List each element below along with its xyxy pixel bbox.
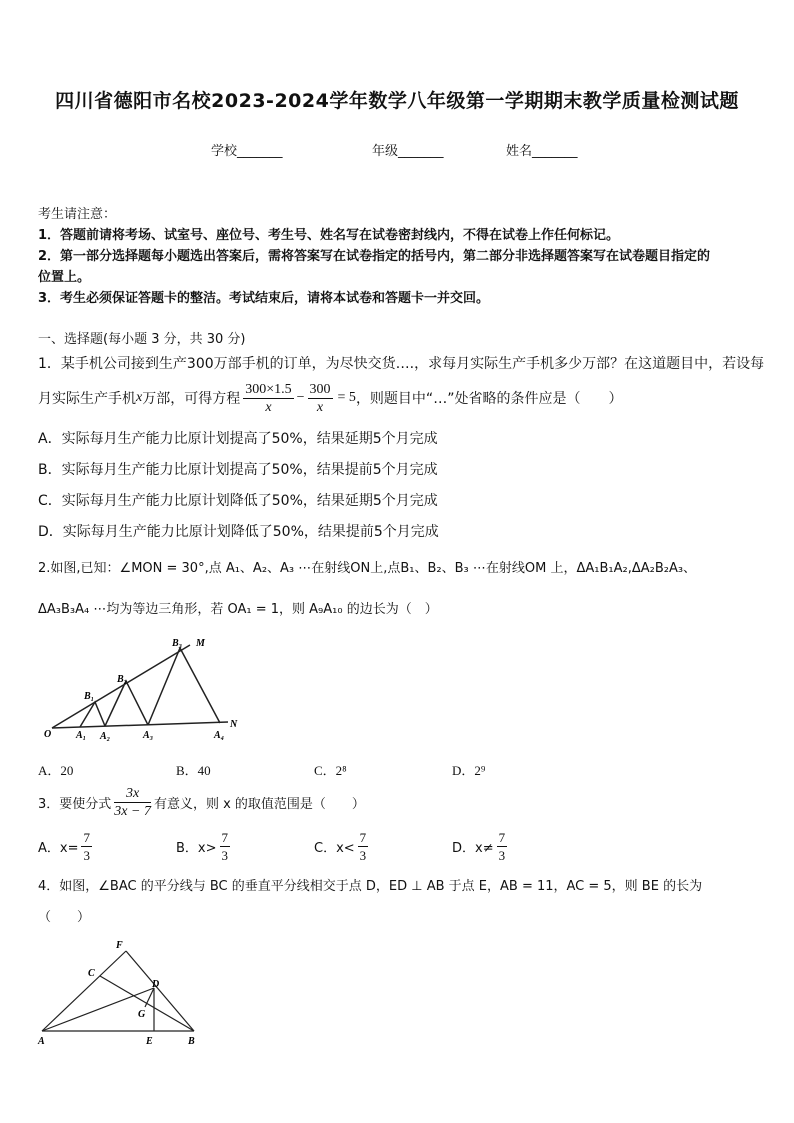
label-a3: A₃	[143, 730, 154, 741]
triangle-a2b2a3	[105, 681, 148, 726]
q3-text-pre: 3．要使分式	[38, 796, 112, 812]
q3-option-b-den: 3	[221, 847, 229, 863]
notice-heading: 考生请注意：	[38, 207, 117, 222]
q3-option-a-label: A．x=	[38, 840, 79, 856]
q3-option-d-den: 3	[498, 847, 506, 863]
q3-fraction	[114, 785, 151, 820]
q3-frac-denominator: 3x − 7	[114, 803, 151, 819]
notice-item-2-cont: 位置上。	[38, 270, 91, 285]
label-b1: B₁	[84, 691, 95, 702]
q3-option-c[interactable]	[314, 826, 371, 866]
q1-text-post: ，则题目中“…”处省略的条件应是（ ）	[355, 391, 623, 407]
q3-option-a-den: 3	[83, 847, 90, 863]
q1-fraction-1	[243, 381, 293, 416]
q3-stem	[38, 782, 365, 822]
q1-option-a[interactable]: A．实际每月生产能力比原计划提高了50%，结果延期5个月完成	[38, 431, 438, 447]
q2-option-b[interactable]: B．40	[176, 763, 211, 778]
name-field[interactable]: 姓名_______	[506, 144, 578, 159]
label-a: A	[38, 1036, 45, 1047]
label-b: B	[188, 1036, 195, 1047]
label-m: M	[196, 638, 205, 649]
q1-fraction-2	[308, 381, 333, 416]
label-c: C	[88, 968, 95, 979]
q4-stem-line2: （ ）	[38, 910, 91, 925]
q3-option-d[interactable]	[452, 826, 510, 866]
triangle-a1b1a2	[80, 702, 105, 727]
notice-item-2: 2．第一部分选择题每小题选出答案后，需将答案写在试卷指定的括号内，第二部分非选择题答案写在试卷题目指定的	[38, 249, 711, 264]
ray-on	[52, 722, 228, 728]
q3-option-d-num: 7	[498, 829, 506, 845]
q1-frac2-numerator: 300	[309, 381, 331, 397]
label-e: E	[146, 1036, 153, 1047]
q1-frac1-numerator: 300×1.5	[245, 381, 292, 397]
q4-figure	[30, 935, 210, 1050]
label-a2: A₂	[100, 731, 111, 742]
school-field[interactable]: 学校_______	[211, 144, 283, 159]
q4-stem-line1: 4．如图，∠BAC 的平分线与 BC 的垂直平分线相交于点 D，ED ⊥ AB 于点 E，AB = 11，AC = 5，则 BE 的长为	[38, 879, 703, 894]
label-f: F	[116, 940, 123, 951]
q1-frac1-denominator: x	[265, 399, 272, 415]
q2-stem-line2: ΔA₃B₃A₄ ⋯均为等边三角形，若 OA₁ = 1，则 A₉A₁₀ 的边长为（ ）	[38, 602, 438, 617]
q3-option-a-fraction	[81, 829, 92, 864]
label-b3: B₃	[172, 638, 183, 649]
q1-text-pre: 月实际生产手机	[38, 391, 136, 407]
q3-option-a[interactable]	[38, 826, 95, 866]
ray-om	[52, 645, 190, 728]
triangle-a3b3a4	[148, 648, 220, 725]
q1-option-d[interactable]: D．实际每月生产能力比原计划降低了50%，结果提前5个月完成	[38, 524, 439, 540]
q2-figure	[40, 632, 250, 744]
q1-option-b[interactable]: B．实际每月生产能力比原计划提高了50%，结果提前5个月完成	[38, 462, 438, 478]
label-n: N	[230, 719, 238, 730]
q3-option-d-fraction	[497, 829, 508, 864]
q1-equals: = 5	[337, 390, 356, 405]
q3-option-b-fraction	[220, 829, 231, 864]
label-o: O	[44, 729, 52, 740]
q1-stem-line2	[38, 378, 622, 418]
q2-option-c[interactable]: C．2⁸	[314, 763, 347, 778]
q1-stem-line1: 1．某手机公司接到生产300万部手机的订单，为尽快交货….，求每月实际生产手机多少万部？在这道题目中，若设每	[38, 356, 765, 372]
q3-option-c-num: 7	[359, 829, 367, 845]
q1-var-x: x	[136, 390, 143, 405]
label-d: D	[152, 979, 160, 990]
q1-text-mid: 万部，可得方程	[142, 391, 241, 407]
notice-item-3: 3．考生必须保证答题卡的整洁。考试结束后，请将本试卷和答题卡一并交回。	[38, 291, 490, 306]
q2-option-a[interactable]: A．20	[38, 763, 74, 778]
notice-item-1: 1．答题前请将考场、试室号、座位号、考生号、姓名写在试卷密封线内，不得在试卷上作任何标记。	[38, 228, 620, 243]
q3-frac-numerator: 3x	[114, 785, 151, 803]
q3-option-b-label: B．x>	[176, 840, 217, 856]
label-a4: A₄	[214, 730, 225, 741]
q3-option-d-label: D．x≠	[452, 840, 494, 856]
q2-option-d[interactable]: D．2⁹	[452, 763, 486, 778]
q3-option-a-num: 7	[83, 829, 90, 845]
label-a1: A₁	[76, 730, 87, 741]
q3-text-post: 有意义，则 x 的取值范围是（ ）	[153, 796, 365, 812]
label-b2: B₂	[117, 674, 128, 685]
q3-option-c-fraction	[358, 829, 369, 864]
label-g: G	[138, 1009, 146, 1020]
line-af	[42, 951, 126, 1031]
q1-minus: −	[296, 390, 305, 405]
q2-stem-line1: 2.如图,已知：∠MON = 30°,点 A₁、A₂、A₃ ⋯在射线ON上,点B₁、B₂、B₃ ⋯在射线OM 上，ΔA₁B₁A₂,ΔA₂B₂A₃、	[38, 561, 697, 576]
line-fb	[126, 951, 194, 1031]
section-heading: 一、选择题(每小题 3 分，共 30 分)	[38, 332, 246, 347]
grade-field[interactable]: 年级_______	[372, 144, 444, 159]
q1-frac2-denominator: x	[316, 399, 324, 415]
q3-option-c-den: 3	[359, 847, 367, 863]
q3-option-b-num: 7	[221, 829, 229, 845]
q3-option-b[interactable]	[176, 826, 233, 866]
q1-option-c[interactable]: C．实际每月生产能力比原计划降低了50%，结果延期5个月完成	[38, 493, 438, 509]
q3-option-c-label: C．x<	[314, 840, 355, 856]
page-title: 四川省德阳市名校2023-2024学年数学八年级第一学期期末教学质量检测试题	[55, 90, 739, 112]
